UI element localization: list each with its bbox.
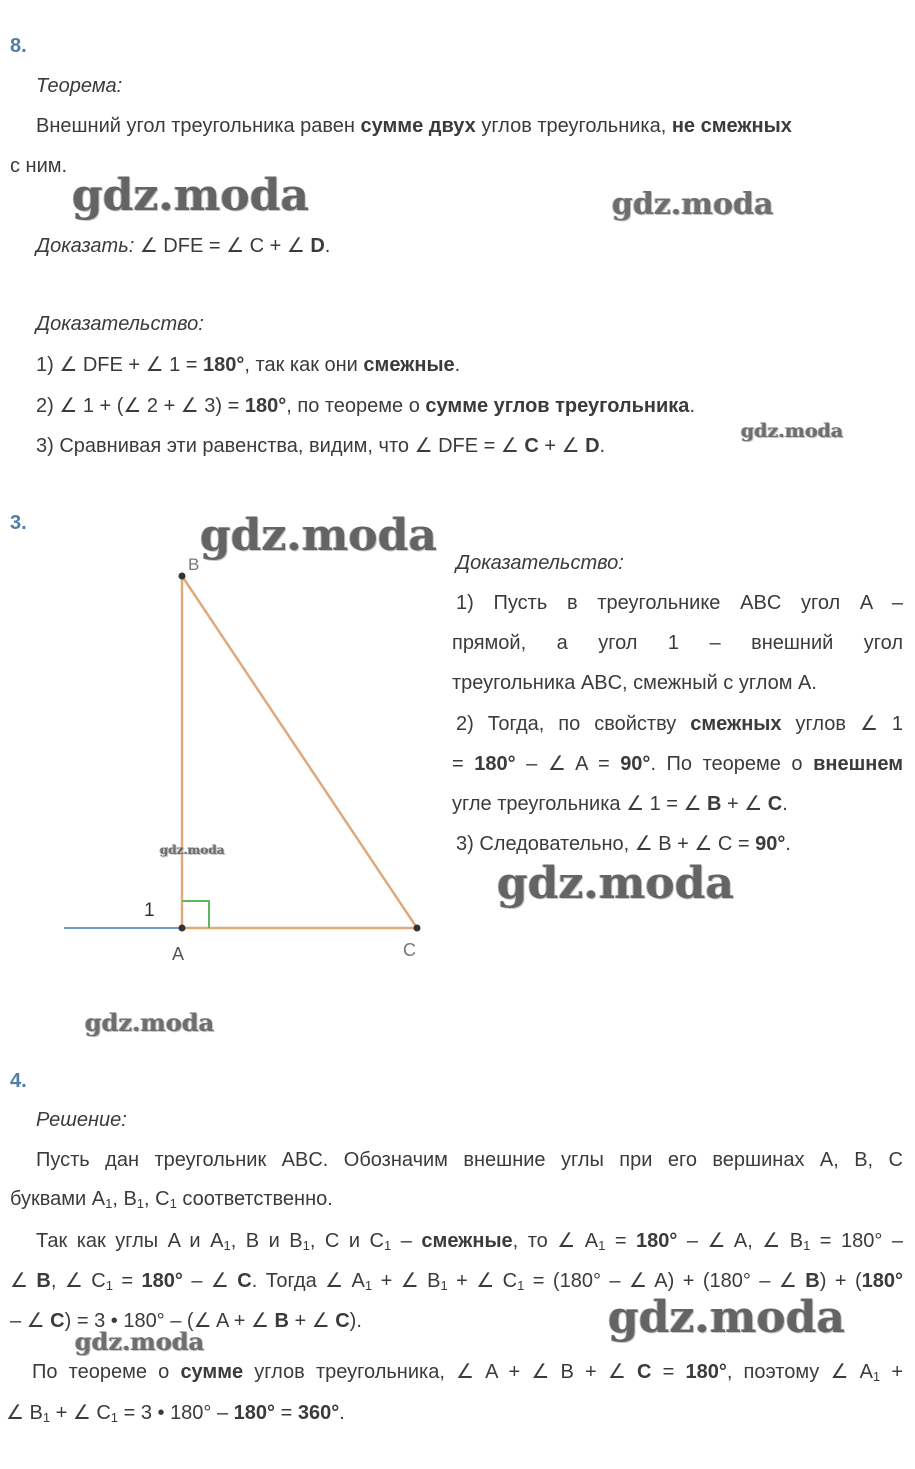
- watermark-logo: gdz.moda: [160, 843, 225, 857]
- watermark-logo: gdz.moda: [200, 510, 438, 561]
- prove-statement: Доказать: ∠ DFE = ∠ C + ∠ D.: [36, 235, 331, 257]
- proof-line: 3) Следовательно, ∠ B + ∠ C = 90°.: [456, 833, 791, 855]
- proof-step: 2) ∠ 1 + (∠ 2 + ∠ 3) = 180°, по теореме о сумме углов треугольника.: [36, 395, 695, 417]
- solution-line: ∠ B, ∠ $C_1 = 180^\circ$ – ∠ C. Тогда ∠ $A_1$ + ∠ $B_1$ + ∠ $C_1 = (180^\circ$ – ∠ A) + (180° – ∠ B) + (180°: [10, 1270, 903, 1293]
- watermark-logo: gdz.moda: [72, 170, 310, 221]
- solution-line: ∠ $B_1$ + ∠ $C_1 = 3$ • 180° – 180° = 360°.: [6, 1402, 345, 1425]
- watermark-logo: gdz.moda: [741, 420, 844, 442]
- proof-step: 1) ∠ DFE + ∠ 1 = 180°, так как они смежные.: [36, 354, 461, 376]
- side-bc: [182, 576, 417, 928]
- label-angle-1: 1: [144, 900, 155, 921]
- watermark-logo: gdz.moda: [608, 1292, 846, 1343]
- solution-line: буквами $A_1$, $B_1$, $C_1$ соответственно.: [10, 1188, 333, 1211]
- section-number: 3.: [10, 512, 27, 534]
- watermark-logo: gdz.moda: [612, 187, 774, 222]
- right-angle-marker: [182, 901, 209, 928]
- label-a: A: [172, 944, 185, 964]
- solution-line: По теореме о сумме углов треугольника, ∠ A + ∠ B + ∠ C = 180°, поэтому ∠ $A_1$ +: [32, 1361, 904, 1384]
- solution-line: Так как углы A и $A_1$, B и $B_1$, C и $C_1$ – смежные, то ∠ $A_1 = 180^\circ$ – ∠ A, ∠ $B_1 = 180^\circ$ –: [36, 1230, 903, 1253]
- triangle-figure: [0, 540, 450, 980]
- theorem-text-line: Внешний угол треугольника равен сумме двух углов треугольника, не смежных: [36, 115, 792, 137]
- proof-line: 1) Пусть в треугольнике ABC угол A –: [456, 592, 903, 614]
- section-number: 8.: [10, 35, 27, 57]
- proof-line: 2) Тогда, по свойству смежных углов ∠ 1: [456, 713, 903, 735]
- theorem-label: Теорема:: [36, 75, 123, 97]
- watermark-logo: gdz.moda: [497, 858, 735, 909]
- proof-label: Доказательство:: [456, 552, 624, 574]
- proof-line: треугольника ABC, смежный с углом A.: [452, 672, 817, 694]
- proof-line: = 180° – ∠ A = 90°. По теореме о внешнем: [452, 753, 903, 775]
- vertex-b: [179, 573, 186, 580]
- label-c: C: [403, 940, 416, 960]
- proof-label: Доказательство:: [36, 313, 204, 335]
- watermark-logo: gdz.moda: [85, 1008, 215, 1037]
- theorem-text-line: с ним.: [10, 155, 68, 177]
- proof-line: прямой, а угол 1 – внешний угол: [452, 632, 903, 654]
- vertex-c: [414, 925, 421, 932]
- proof-step: 3) Сравнивая эти равенства, видим, что ∠ DFE = ∠ C + ∠ D.: [36, 435, 606, 457]
- proof-line: угле треугольника ∠ 1 = ∠ B + ∠ C.: [452, 793, 788, 815]
- solution-line: – ∠ C) = 3 • 180° – (∠ A + ∠ B + ∠ C).: [10, 1310, 362, 1332]
- solution-label: Решение:: [36, 1109, 127, 1131]
- watermark-logo: gdz.moda: [75, 1327, 205, 1356]
- label-b: B: [188, 555, 200, 574]
- solution-line: Пусть дан треугольник ABC. Обозначим внешние углы при его вершинах A, B, C: [36, 1149, 903, 1171]
- section-number: 4.: [10, 1070, 27, 1092]
- vertex-a: [179, 925, 186, 932]
